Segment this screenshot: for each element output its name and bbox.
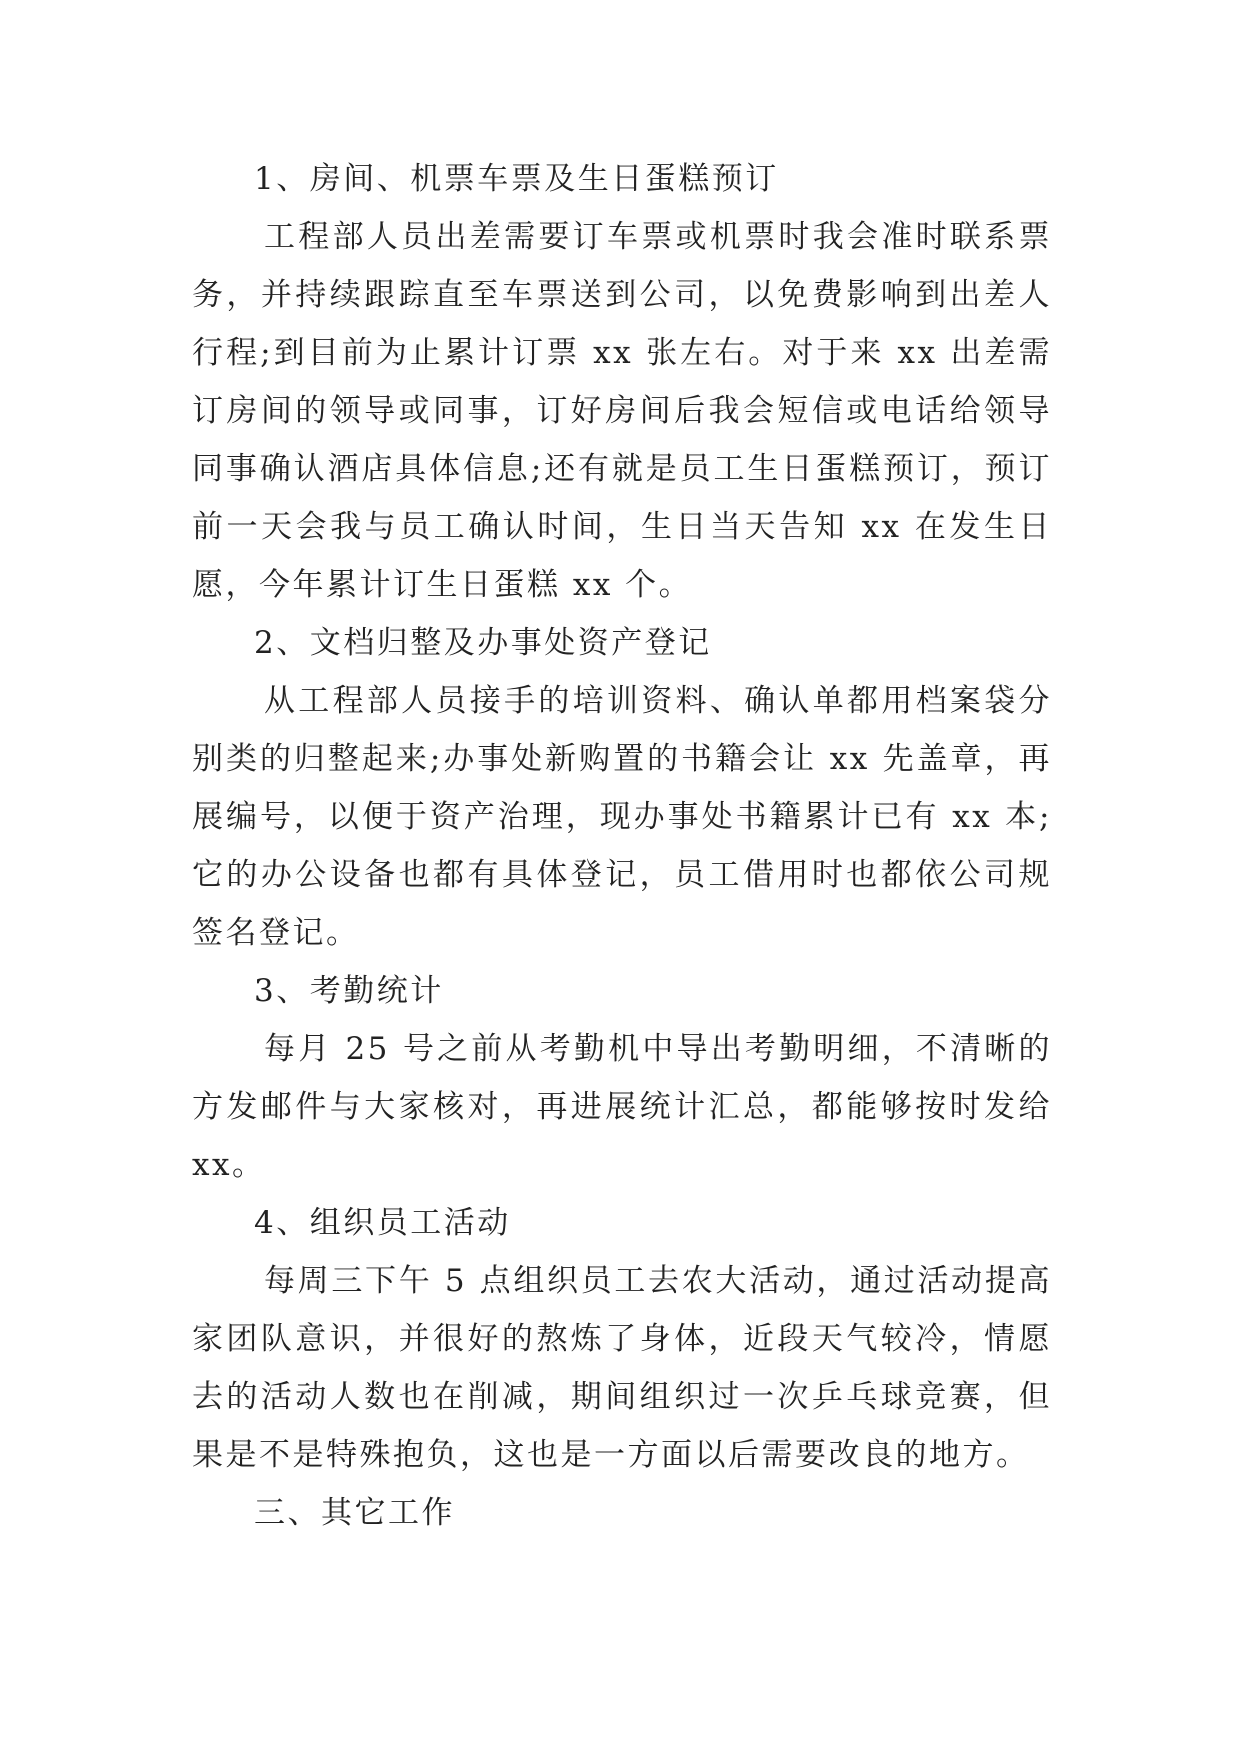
paragraph-line: 每周三下午 5 点组织员工去农大活动，通过活动提高 [264,1263,1052,1299]
paragraph-line: 它的办公设备也都有具体登记，员工借用时也都依公司规 [192,857,1052,893]
paragraph-line: 签名登记。 [192,915,360,951]
paragraph-line: 同事确认酒店具体信息;还有就是员工生日蛋糕预订，预订 [192,451,1052,487]
paragraph-line: 行程;到目前为止累计订票 xx 张左右。对于来 xx 出差需 [192,335,1052,371]
paragraph-line: 务，并持续跟踪直至车票送到公司，以免费影响到出差人 [192,277,1052,313]
document-page [192,150,1052,1542]
section-heading: 1、房间、机票车票及生日蛋糕预订 [254,161,779,197]
paragraph-line: 订房间的领导或同事，订好房间后我会短信或电话给领导 [192,393,1052,429]
section-heading: 三、其它工作 [254,1495,455,1531]
section-archive [192,614,1052,962]
paragraph-line: 前一天会我与员工确认时间，生日当天告知 xx 在发生日 [192,509,1052,545]
section-activities [192,1194,1052,1484]
paragraph-line: 展编号，以便于资产治理，现办事处书籍累计已有 xx 本; [192,799,1052,835]
paragraph-line: 去的活动人数也在削减，期间组织过一次乒乓球竞赛，但 [192,1379,1052,1415]
paragraph-line: 每月 25 号之前从考勤机中导出考勤明细，不清晰的 [264,1031,1052,1067]
paragraph-line: xx。 [192,1147,266,1183]
paragraph-line: 工程部人员出差需要订车票或机票时我会准时联系票 [264,219,1052,255]
paragraph-line: 从工程部人员接手的培训资料、确认单都用档案袋分 [264,683,1052,719]
paragraph-line: 别类的归整起来;办事处新购置的书籍会让 xx 先盖章，再 [192,741,1052,777]
section-booking [192,150,1052,614]
paragraph-line: 愿，今年累计订生日蛋糕 xx 个。 [192,567,693,603]
section-other-work [192,1484,1052,1542]
section-attendance [192,962,1052,1194]
section-heading: 3、考勤统计 [254,973,444,1009]
section-heading: 4、组织员工活动 [254,1205,511,1241]
section-heading: 2、文档归整及办事处资产登记 [254,625,712,661]
paragraph-line: 果是不是特殊抱负，这也是一方面以后需要改良的地方。 [192,1437,1030,1473]
paragraph-line: 方发邮件与大家核对，再进展统计汇总，都能够按时发给 [192,1089,1052,1125]
paragraph-line: 家团队意识，并很好的熬炼了身体，近段天气较冷，情愿 [192,1321,1052,1357]
